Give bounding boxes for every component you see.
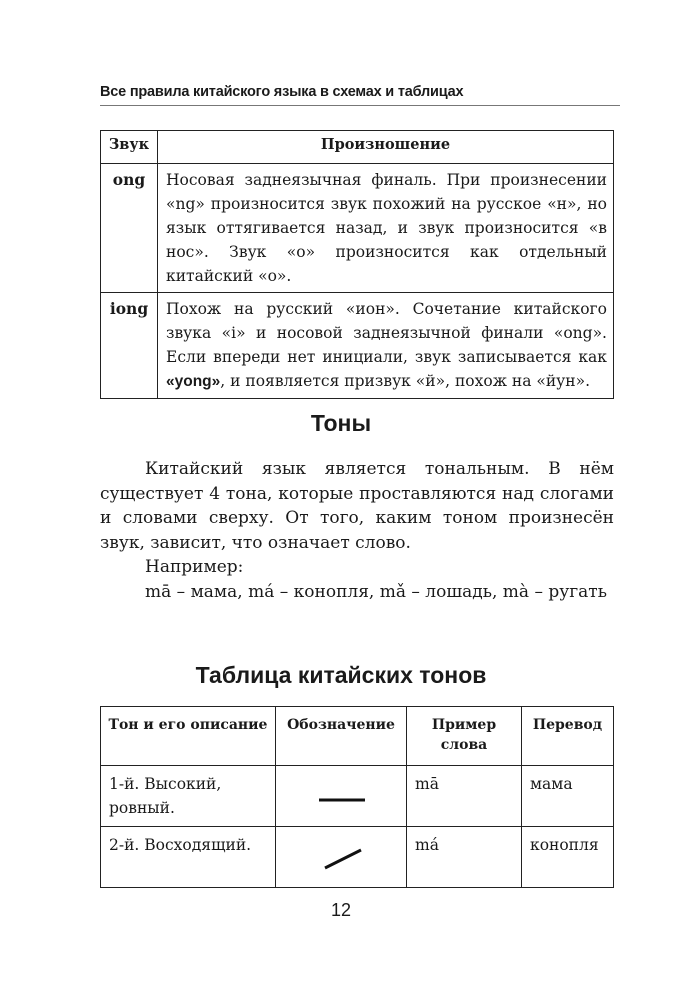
sounds-table [100,130,614,399]
example-cell: mā [407,766,522,827]
pronunciation-cell: Носовая заднеязычная финаль. При произнесении «ng» произносится звук похожий на русское «н», но язык оттягивается назад, и звук произносится «в нос». Звук «о» произносится как отдельный китайский «о». [158,164,614,293]
table-header-row [101,707,614,766]
tones-table [100,706,614,888]
paragraph: Например: [145,557,244,577]
column-header: Звук [101,131,158,164]
table-row [101,766,614,827]
paragraph: Китайский язык является тональным. В нём существует 4 тона, которые проставляются над слогами и словами сверху. От того, каким тоном произнесён звук, зависит, что означает слово. [100,459,614,553]
section-heading-tones-table: Таблица китайских тонов [195,662,487,688]
translation-cell: мама [522,766,614,827]
sound-cell: iong [101,293,158,399]
translation-cell: конопля [522,827,614,888]
text: Похож на русский «ион». Сочетание китайского звука «i» и носовой заднеязычной финали «ong». Если впереди нет инициали, звук записывается как [166,300,607,366]
column-header: Пример слова [407,707,522,766]
text: , и появляется призвук «й», похож на «йун». [220,372,591,390]
tone-cell: 1-й. Высокий, ровный. [101,766,276,827]
rising-line-icon [311,842,371,872]
table-header-row [101,131,614,164]
mark-cell [276,766,407,827]
tones-body [100,457,614,604]
column-header: Произношение [158,131,614,164]
column-header: Перевод [522,707,614,766]
column-header: Тон и его описание [101,707,276,766]
paragraph: mā – мама, má – конопля, mǎ – лошадь, mà – ругать [145,581,607,602]
table-row [101,827,614,888]
level-line-icon [311,786,371,806]
bold-term: «yong» [166,373,221,390]
tone-cell: 2-й. Восходящий. [101,827,276,888]
table-row [101,293,614,399]
header-rule [100,105,620,106]
example-cell: má [407,827,522,888]
pronunciation-cell [158,293,614,399]
page-number: 12 [330,900,352,920]
section-heading-tones: Тоны [310,410,372,436]
mark-cell [276,827,407,888]
column-header: Обозначение [276,707,407,766]
running-head: Все правила китайского языка в схемах и таблицах [100,84,464,100]
table-row [101,164,614,293]
sound-cell: ong [101,164,158,293]
